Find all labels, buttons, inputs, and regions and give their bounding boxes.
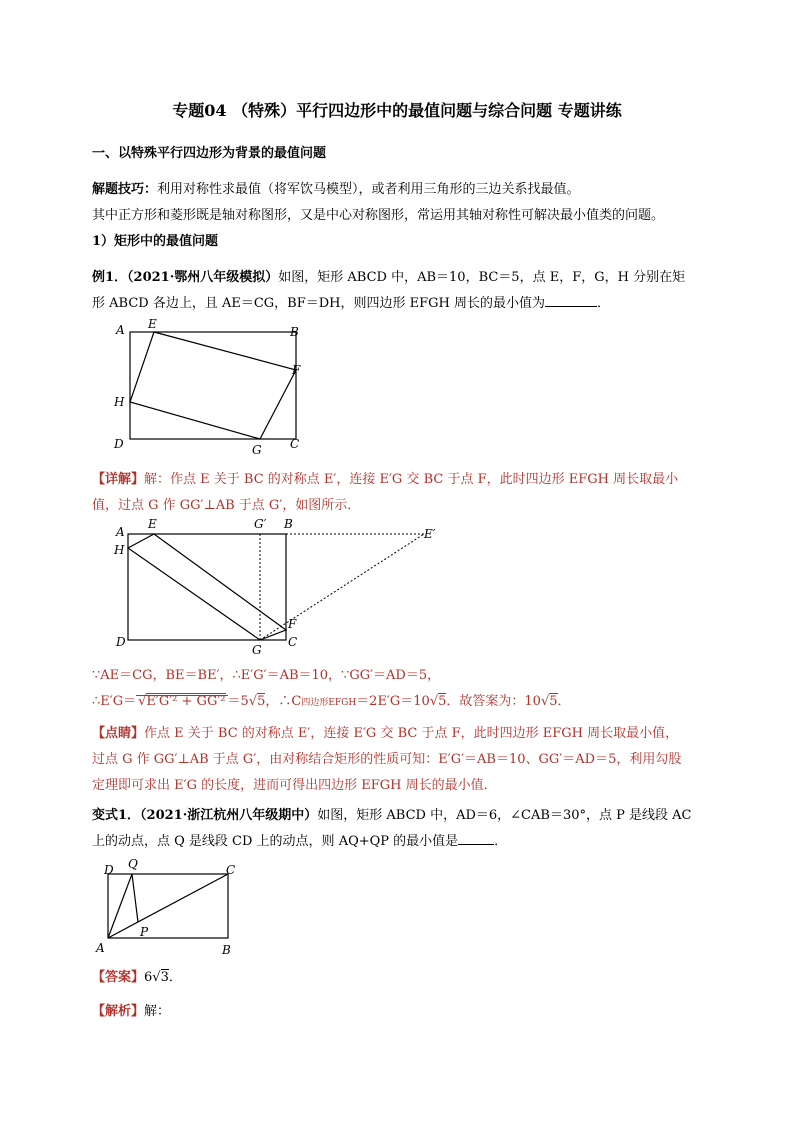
label-C: C	[288, 635, 298, 649]
label-C: C	[226, 863, 236, 877]
example1-line-1	[92, 266, 685, 285]
answer-sqrt: √3	[152, 970, 169, 985]
segment-qp	[132, 874, 138, 922]
tip-line-2: 其中正方形和菱形既是轴对称图形，又是中心对称图形，常运用其轴对称性可解决最小值类的问题。	[92, 208, 665, 223]
tip-text-1: 利用对称性求最值（将军饮马模型），或者利用三角形的三边关系找最值。	[157, 182, 580, 197]
sqrt-expression: √E′G′² + GG′²	[138, 694, 226, 709]
comment1-label: 【点睛】	[92, 726, 145, 741]
example1-text-2: 形 ABCD 各边上，且 AE＝CG，BF＝DH，则四边形 EFGH 周长的最小值为	[92, 296, 545, 311]
label-F: F	[288, 617, 297, 631]
answer-value: 6	[144, 970, 153, 985]
solution1-line-4: ∴E′G＝ √E′G′² + GG′² ＝5√5，∴C四边形EFGH＝2E′G＝10√5．故答案为：10√5．	[92, 694, 571, 709]
figure-1	[108, 318, 318, 458]
example1-label: 例1．	[92, 270, 128, 285]
label-C: C	[290, 437, 300, 451]
label-B: B	[222, 943, 231, 957]
label-D: D	[114, 437, 124, 451]
answer-blank	[545, 294, 597, 307]
variant1-line-1: 变式1．（2021·浙江杭州八年级期中）如图，矩形 ABCD 中，AD＝6，∠CAB＝30°，点 P 是线段 AC	[92, 808, 692, 823]
label-D: D	[104, 863, 114, 877]
label-E-prime: E′	[424, 527, 436, 541]
example1-source: （2021·鄂州八年级模拟）	[127, 270, 279, 285]
variant1-source: （2021·浙江杭州八年级期中）	[140, 808, 318, 823]
sqrt-5-c: √5	[540, 694, 558, 709]
solution1-label: 【详解】	[92, 472, 145, 487]
label-F: F	[292, 363, 301, 377]
label-G-prime: G′	[254, 517, 267, 531]
label-H: H	[114, 395, 125, 409]
answer-line: 【答案】6√3．	[92, 970, 182, 985]
tip-label: 解题技巧：	[92, 182, 158, 197]
figure-3	[92, 854, 252, 958]
subsection-heading: 1）矩形中的最值问题	[92, 234, 219, 249]
label-A: A	[116, 525, 125, 539]
example1-text-1: 如图，矩形 ABCD 中，AB＝10，BC＝5，点 E，F，G，H 分别在矩	[278, 270, 686, 285]
section-heading: 一、以特殊平行四边形为背景的最值问题	[92, 146, 327, 161]
label-H: H	[114, 543, 125, 557]
solution1-line-3: ∵AE＝CG，BE＝BE′，∴E′G′＝AB＝10，∵GG′＝AD＝5，	[92, 668, 441, 683]
sqrt-5: √5	[248, 694, 266, 709]
quad-efgh	[130, 332, 296, 439]
diagonal-ac	[108, 874, 228, 938]
label-A: A	[96, 941, 105, 955]
label-G: G	[252, 443, 262, 457]
quad-efgh	[128, 534, 286, 640]
label-D: D	[116, 635, 126, 649]
analysis-label: 【解析】	[92, 1004, 145, 1019]
label-G: G	[252, 643, 262, 654]
label-P: P	[140, 925, 149, 939]
page-title: 专题04 （特殊）平行四边形中的最值问题与综合问题 专题讲练	[172, 101, 622, 120]
label-E: E	[148, 517, 157, 531]
sqrt-5-b: √5	[429, 694, 447, 709]
label-B: B	[284, 517, 293, 531]
comment1-line-3: 定理即可求出 E′G 的长度，进而可得出四边形 EFGH 周长的最小值．	[92, 778, 497, 793]
answer-label: 【答案】	[92, 970, 145, 985]
variant1-label: 变式1．	[92, 808, 141, 823]
rect-abcd	[128, 534, 286, 640]
label-B: B	[290, 325, 299, 339]
segment-aq	[108, 874, 132, 938]
variant1-line-2: 上的动点，点 Q 是线段 CD 上的动点，则 AQ+QP 的最小值是 ．	[92, 834, 508, 849]
analysis-line: 【解析】解：	[92, 1004, 171, 1019]
comment1-line-1: 【点睛】作点 E 关于 BC 的对称点 E′，连接 E′G 交 BC 于点 F，此时四边形 EFGH 周长取最小值，	[92, 726, 679, 741]
label-Q: Q	[128, 857, 138, 871]
label-E: E	[148, 318, 157, 331]
tip-line-1	[92, 178, 580, 197]
figure-2	[108, 514, 448, 654]
solution1-line-1: 【详解】解：作点 E 关于 BC 的对称点 E′，连接 E′G 交 BC 于点 F，此时四边形 EFGH 周长取最小	[92, 472, 679, 487]
example1-line-2: 形 ABCD 各边上，且 AE＝CG，BF＝DH，则四边形 EFGH 周长的最小值为 ．	[92, 296, 611, 311]
label-A: A	[116, 323, 125, 337]
answer-blank-2	[458, 832, 494, 845]
solution1-line-2: 值，过点 G 作 GG′⊥AB 于点 G′，如图所示．	[92, 498, 361, 513]
comment1-line-2: 过点 G 作 GG′⊥AB 于点 G′，由对称结合矩形的性质可知：E′G′＝AB＝10、GG′＝AD＝5，利用勾股	[92, 752, 682, 767]
line-ge-prime	[260, 534, 424, 640]
